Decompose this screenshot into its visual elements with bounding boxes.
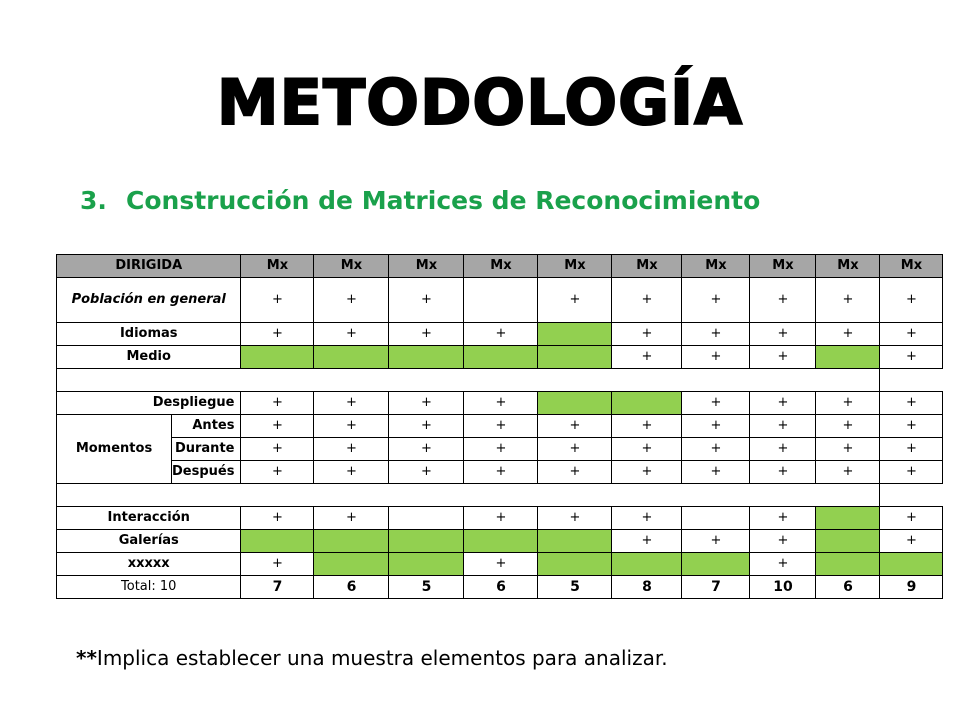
highlight-cell	[612, 392, 682, 415]
plus-cell: +	[389, 415, 464, 438]
plus-cell: +	[750, 392, 816, 415]
plus-cell: +	[538, 278, 612, 323]
plus-cell: +	[314, 438, 389, 461]
header-cell: Mx	[612, 255, 682, 278]
highlight-cell	[538, 392, 612, 415]
plus-cell: +	[241, 461, 314, 484]
plus-cell: +	[880, 507, 943, 530]
plus-cell: +	[464, 323, 538, 346]
header-cell: Mx	[682, 255, 750, 278]
subtitle-number: 3.	[80, 186, 107, 215]
plus-cell: +	[816, 461, 880, 484]
plus-cell: +	[314, 323, 389, 346]
plus-cell: +	[612, 530, 682, 553]
highlight-cell	[464, 530, 538, 553]
spacer-cell	[57, 369, 880, 392]
plus-cell: +	[880, 346, 943, 369]
plus-cell: +	[389, 392, 464, 415]
plus-cell: +	[389, 438, 464, 461]
header-cell: Mx	[389, 255, 464, 278]
highlight-cell	[538, 346, 612, 369]
table-row	[57, 461, 943, 484]
recognition-matrix	[56, 254, 943, 599]
plus-cell: +	[538, 461, 612, 484]
highlight-cell	[241, 530, 314, 553]
plus-cell: +	[241, 507, 314, 530]
plus-cell: +	[750, 323, 816, 346]
plus-cell: +	[816, 415, 880, 438]
total-cell: 5	[389, 576, 464, 599]
plus-cell: +	[750, 346, 816, 369]
highlight-cell	[682, 553, 750, 576]
header-cell: Mx	[880, 255, 943, 278]
empty-cell	[464, 278, 538, 323]
plus-cell: +	[612, 323, 682, 346]
table-row	[57, 507, 943, 530]
blank-cell	[880, 369, 943, 392]
header-cell: Mx	[538, 255, 612, 278]
table-header-row	[57, 255, 943, 278]
highlight-cell	[816, 507, 880, 530]
plus-cell: +	[750, 530, 816, 553]
total-cell: 10	[750, 576, 816, 599]
plus-cell: +	[389, 461, 464, 484]
plus-cell: +	[682, 323, 750, 346]
row-label: xxxxx	[57, 553, 241, 576]
plus-cell: +	[612, 438, 682, 461]
highlight-cell	[314, 346, 389, 369]
plus-cell: +	[816, 323, 880, 346]
plus-cell: +	[538, 438, 612, 461]
row-label: Medio	[57, 346, 241, 369]
table-row	[57, 415, 943, 438]
total-cell: 8	[612, 576, 682, 599]
plus-cell: +	[880, 323, 943, 346]
table-total-row	[57, 576, 943, 599]
plus-cell: +	[750, 461, 816, 484]
row-label: Galerías	[57, 530, 241, 553]
row-label: Población en general	[57, 278, 241, 323]
highlight-cell	[816, 346, 880, 369]
table-row	[57, 278, 943, 323]
plus-cell: +	[538, 507, 612, 530]
plus-cell: +	[682, 461, 750, 484]
plus-cell: +	[880, 415, 943, 438]
empty-cell	[682, 507, 750, 530]
header-cell: Mx	[750, 255, 816, 278]
spacer-cell	[57, 484, 880, 507]
plus-cell: +	[880, 278, 943, 323]
plus-cell: +	[750, 438, 816, 461]
plus-cell: +	[816, 438, 880, 461]
plus-cell: +	[314, 392, 389, 415]
footnote-stars: **	[76, 646, 97, 670]
total-cell: 5	[538, 576, 612, 599]
highlight-cell	[389, 553, 464, 576]
plus-cell: +	[241, 553, 314, 576]
total-cell: 9	[880, 576, 943, 599]
subtitle-text: Construcción de Matrices de Reconocimiento	[126, 186, 761, 215]
plus-cell: +	[241, 438, 314, 461]
plus-cell: +	[314, 507, 389, 530]
plus-cell: +	[682, 346, 750, 369]
plus-cell: +	[314, 278, 389, 323]
plus-cell: +	[538, 415, 612, 438]
plus-cell: +	[750, 278, 816, 323]
plus-cell: +	[816, 392, 880, 415]
plus-cell: +	[682, 392, 750, 415]
plus-cell: +	[464, 415, 538, 438]
page-title: METODOLOGÍA	[216, 66, 744, 139]
highlight-cell	[464, 346, 538, 369]
section-subtitle	[80, 186, 760, 215]
empty-cell	[389, 507, 464, 530]
plus-cell: +	[612, 278, 682, 323]
plus-cell: +	[464, 507, 538, 530]
plus-cell: +	[880, 461, 943, 484]
table-row	[57, 323, 943, 346]
plus-cell: +	[880, 392, 943, 415]
plus-cell: +	[464, 553, 538, 576]
table-row	[57, 438, 943, 461]
highlight-cell	[816, 530, 880, 553]
header-cell: Mx	[464, 255, 538, 278]
plus-cell: +	[682, 415, 750, 438]
plus-cell: +	[682, 530, 750, 553]
table-spacer-row	[57, 369, 943, 392]
plus-cell: +	[389, 278, 464, 323]
highlight-cell	[241, 346, 314, 369]
row-sublabel: Antes	[172, 415, 241, 438]
plus-cell: +	[880, 530, 943, 553]
highlight-cell	[538, 323, 612, 346]
header-cell: Mx	[241, 255, 314, 278]
plus-cell: +	[314, 415, 389, 438]
plus-cell: +	[612, 346, 682, 369]
row-sublabel: Después	[172, 461, 241, 484]
table-row	[57, 553, 943, 576]
plus-cell: +	[241, 415, 314, 438]
row-label: Despliegue	[57, 392, 241, 415]
total-cell: 7	[682, 576, 750, 599]
total-cell: 6	[816, 576, 880, 599]
plus-cell: +	[389, 323, 464, 346]
table-row	[57, 392, 943, 415]
row-label: Idiomas	[57, 323, 241, 346]
plus-cell: +	[464, 438, 538, 461]
plus-cell: +	[241, 323, 314, 346]
row-label: Interacción	[57, 507, 241, 530]
plus-cell: +	[612, 507, 682, 530]
table-spacer-row	[57, 484, 943, 507]
plus-cell: +	[682, 278, 750, 323]
plus-cell: +	[750, 507, 816, 530]
row-label-momentos: Momentos	[57, 415, 172, 484]
blank-cell	[880, 484, 943, 507]
highlight-cell	[880, 553, 943, 576]
highlight-cell	[314, 530, 389, 553]
row-sublabel: Durante	[172, 438, 241, 461]
highlight-cell	[538, 530, 612, 553]
highlight-cell	[816, 553, 880, 576]
footnote-text: Implica establecer una muestra elementos para analizar.	[96, 646, 668, 670]
highlight-cell	[612, 553, 682, 576]
header-cell: Mx	[314, 255, 389, 278]
header-cell: DIRIGIDA	[57, 255, 241, 278]
total-cell: 6	[314, 576, 389, 599]
plus-cell: +	[750, 553, 816, 576]
total-cell: 7	[241, 576, 314, 599]
plus-cell: +	[750, 415, 816, 438]
table-row	[57, 530, 943, 553]
plus-cell: +	[314, 461, 389, 484]
table-row	[57, 346, 943, 369]
footnote	[76, 646, 668, 670]
plus-cell: +	[241, 278, 314, 323]
plus-cell: +	[816, 278, 880, 323]
plus-cell: +	[241, 392, 314, 415]
plus-cell: +	[464, 392, 538, 415]
header-cell: Mx	[816, 255, 880, 278]
highlight-cell	[538, 553, 612, 576]
plus-cell: +	[612, 415, 682, 438]
plus-cell: +	[612, 461, 682, 484]
highlight-cell	[314, 553, 389, 576]
plus-cell: +	[682, 438, 750, 461]
total-label: Total: 10	[57, 576, 241, 599]
highlight-cell	[389, 346, 464, 369]
plus-cell: +	[464, 461, 538, 484]
highlight-cell	[389, 530, 464, 553]
plus-cell: +	[880, 438, 943, 461]
total-cell: 6	[464, 576, 538, 599]
